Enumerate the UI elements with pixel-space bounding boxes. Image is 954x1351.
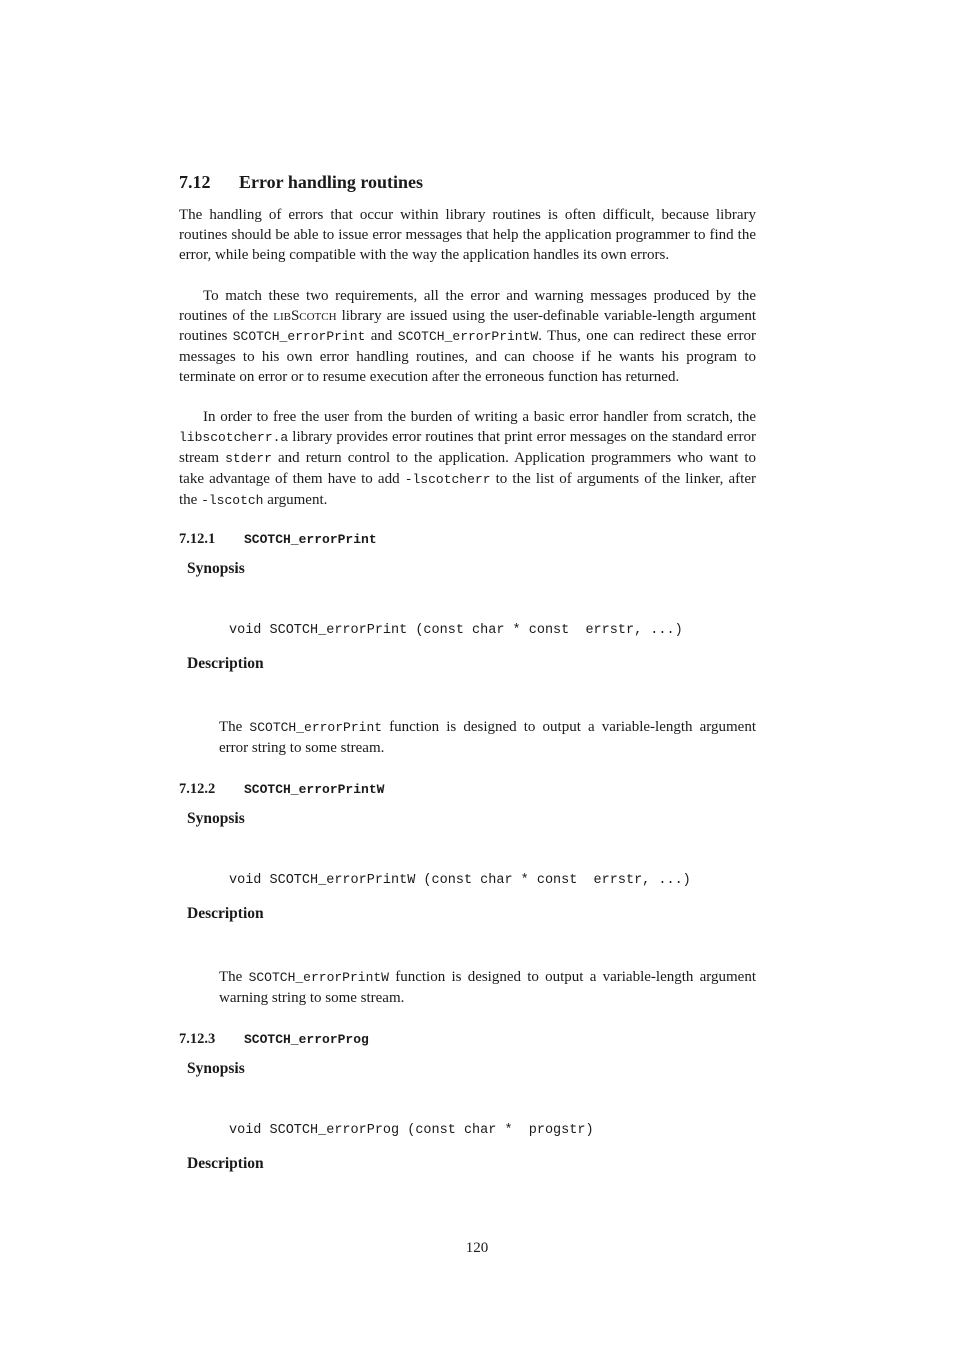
- inline-code: SCOTCH_errorPrint: [232, 329, 366, 344]
- synopsis-code: void SCOTCH_errorPrint (const char * const errstr, ...): [229, 623, 683, 638]
- subsection-name: SCOTCH_errorProg: [244, 1032, 369, 1047]
- subsection-name: SCOTCH_errorPrint: [244, 532, 377, 547]
- text-span: library are issued using the user-definable variable-length argument routines: [179, 308, 756, 344]
- inline-code: SCOTCH_errorPrintW: [397, 329, 539, 344]
- subsection-number: 7.12.3: [179, 1031, 216, 1047]
- synopsis-code: void SCOTCH_errorPrintW (const char * const errstr, ...): [229, 873, 691, 888]
- description-label: Description: [187, 905, 264, 922]
- subsection-title: [179, 1031, 369, 1048]
- text-span: argument.: [263, 492, 328, 508]
- text-span: The: [219, 969, 249, 985]
- section-number: 7.12: [179, 172, 211, 192]
- text-span: . Thus, one can redirect these error messages to his own error handling routines, and can choose if he wants his program to terminate on error or to resume execution after the erroneous function has returned.: [179, 328, 756, 385]
- intro-paragraph-3: [179, 407, 756, 511]
- description-label: Description: [187, 655, 264, 672]
- text-span: In order to free the user from the burden of writing a basic error handler from scratch, the: [203, 409, 756, 425]
- subsection-name: SCOTCH_errorPrintW: [244, 782, 385, 797]
- inline-code: -lscotch: [201, 493, 264, 508]
- synopsis-label: Synopsis: [187, 810, 245, 827]
- subsection-title: [179, 531, 377, 548]
- text-span: The: [219, 719, 250, 735]
- inline-code: SCOTCH_errorPrint: [249, 720, 383, 735]
- text-span: and return control to the application. Application programmers who want to take advantage of them have to add: [179, 450, 757, 487]
- library-name: libScotch: [273, 308, 337, 324]
- subsection-number: 7.12.2: [179, 781, 216, 797]
- description-text: [219, 967, 756, 1008]
- description-label: Description: [187, 1155, 264, 1172]
- synopsis-label: Synopsis: [187, 560, 245, 577]
- text-span: function is designed to output a variable-length argument error string to some stream.: [219, 719, 756, 756]
- section-title: [179, 172, 423, 193]
- text-span: to the list of arguments of the linker, after the: [179, 471, 756, 508]
- intro-paragraph-2: [179, 286, 756, 387]
- text-span: function is designed to output a variable-length argument warning string to some stream.: [219, 969, 756, 1006]
- section-title-text: Error handling routines: [239, 172, 424, 192]
- inline-code: -lscotcherr: [404, 472, 491, 487]
- inline-code: stderr: [225, 451, 272, 466]
- text-span: library provides error routines that print error messages on the standard error stream: [179, 429, 756, 466]
- synopsis-code: void SCOTCH_errorProg (const char * progstr): [229, 1123, 594, 1138]
- synopsis-label: Synopsis: [187, 1060, 245, 1077]
- description-text: [219, 717, 756, 758]
- page-number: 120: [465, 1240, 489, 1256]
- inline-code: libscotcherr.a: [179, 430, 289, 445]
- subsection-number: 7.12.1: [179, 531, 216, 547]
- inline-code: SCOTCH_errorPrintW: [248, 970, 389, 985]
- intro-paragraph-1: The handling of errors that occur within library routines is often difficult, because library routines should be able to issue error messages that help the application programmer to find the error, while being compatible with the way the application handles its own errors.: [179, 207, 756, 263]
- subsection-title: [179, 781, 384, 798]
- text-span: To match these two requirements, all the error and warning messages produced by the routines of the: [179, 288, 756, 324]
- text-span: and: [365, 328, 398, 344]
